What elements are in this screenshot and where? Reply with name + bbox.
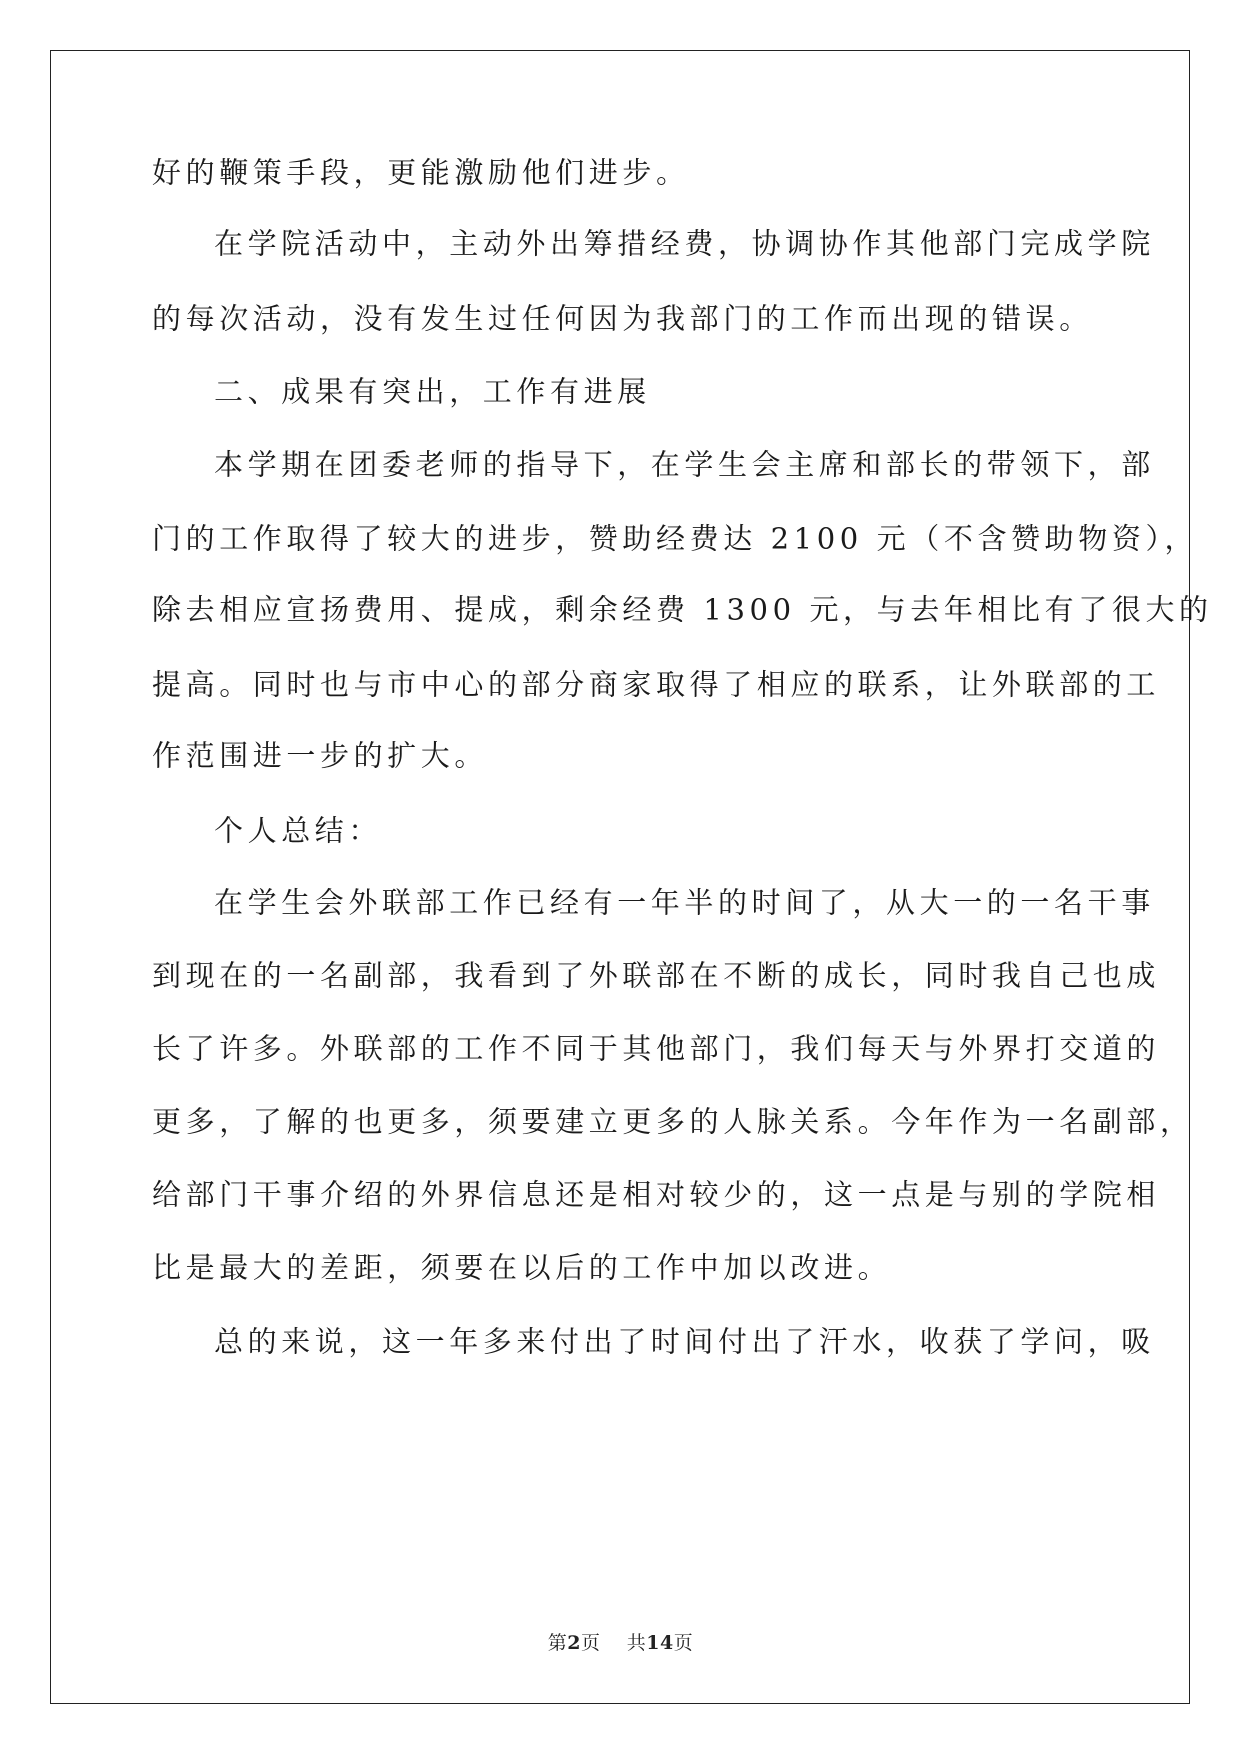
footer-page-suffix: 页	[581, 1632, 601, 1654]
footer-page-number: 2	[567, 1632, 582, 1654]
footer-total-pages: 14	[646, 1632, 674, 1654]
footer-total-suffix: 页	[673, 1632, 694, 1654]
page-border	[50, 50, 1190, 1704]
footer-total-prefix: 共	[626, 1632, 647, 1654]
page-footer	[0, 1628, 1241, 1655]
footer-prefix: 第	[547, 1632, 568, 1654]
